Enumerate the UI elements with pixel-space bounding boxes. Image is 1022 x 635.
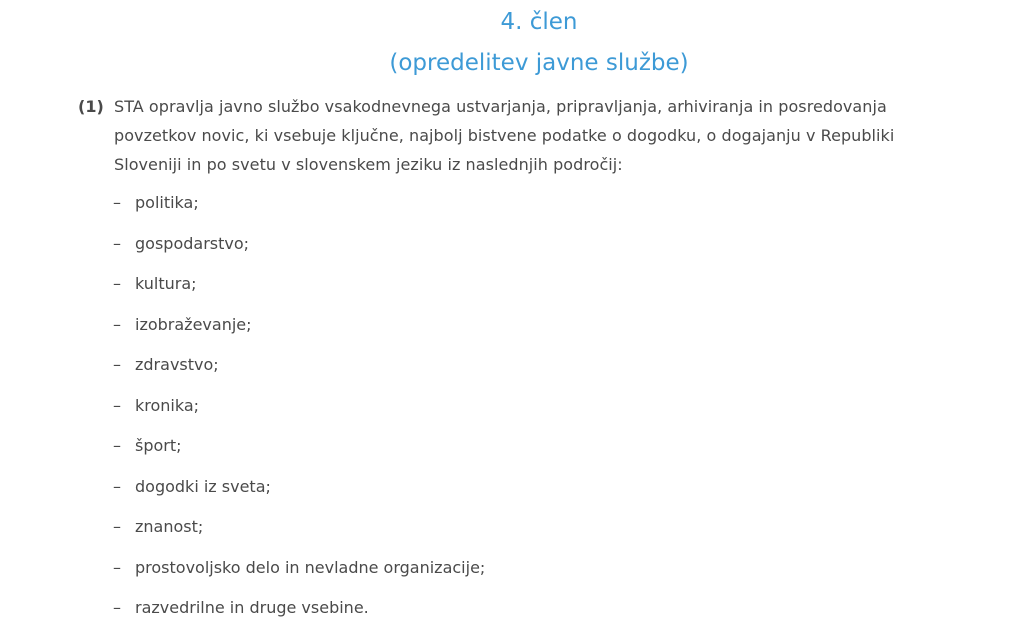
- list-item-text: prostovoljsko delo in nevladne organizacije;: [135, 557, 486, 577]
- paragraph-number: (1): [78, 97, 104, 116]
- list-item: [113, 351, 485, 392]
- article-subtitle: (opredelitev javne službe): [389, 50, 689, 76]
- dash-marker: –: [113, 355, 121, 374]
- list-item-text: politika;: [135, 193, 199, 212]
- list-item: [113, 513, 485, 554]
- list-item: [113, 594, 485, 635]
- field-list: [113, 189, 485, 635]
- list-item-text: šport;: [135, 436, 182, 455]
- dash-marker: –: [113, 476, 121, 496]
- dash-marker: –: [113, 274, 121, 293]
- list-item: [113, 230, 485, 271]
- dash-marker: –: [113, 395, 121, 415]
- dash-marker: –: [113, 598, 121, 617]
- dash-marker: –: [113, 233, 121, 253]
- list-item: [113, 392, 485, 433]
- list-item: [113, 554, 485, 595]
- list-item: [113, 432, 485, 473]
- dash-marker: –: [113, 314, 121, 334]
- list-item-text: dogodki iz sveta;: [135, 476, 271, 496]
- list-item: [113, 311, 485, 352]
- list-item: [113, 473, 485, 514]
- list-item-text: znanost;: [135, 517, 204, 536]
- dash-marker: –: [113, 436, 121, 455]
- dash-marker: –: [113, 517, 121, 536]
- list-item-text: izobraževanje;: [135, 314, 252, 334]
- dash-marker: –: [113, 557, 121, 577]
- article-number: 4. člen: [500, 9, 578, 35]
- list-item-text: razvedrilne in druge vsebine.: [135, 598, 369, 617]
- list-item-text: gospodarstvo;: [135, 233, 250, 253]
- dash-marker: –: [113, 193, 121, 212]
- paragraph-text: STA opravlja javno službo vsakodnevnega ustvarjanja, pripravljanja, arhiviranja in posredovanja povzetkov novic, ki vsebuje ključne, najbolj bistvene podatke o dogodku, o dogajanju v Republiki Sloveniji in po svetu v slovenskem jeziku iz naslednjih področij:: [114, 97, 895, 174]
- list-item: [113, 189, 485, 230]
- list-item-text: kultura;: [135, 274, 197, 293]
- list-item-text: zdravstvo;: [135, 355, 219, 374]
- list-item: [113, 270, 485, 311]
- list-item-text: kronika;: [135, 395, 200, 415]
